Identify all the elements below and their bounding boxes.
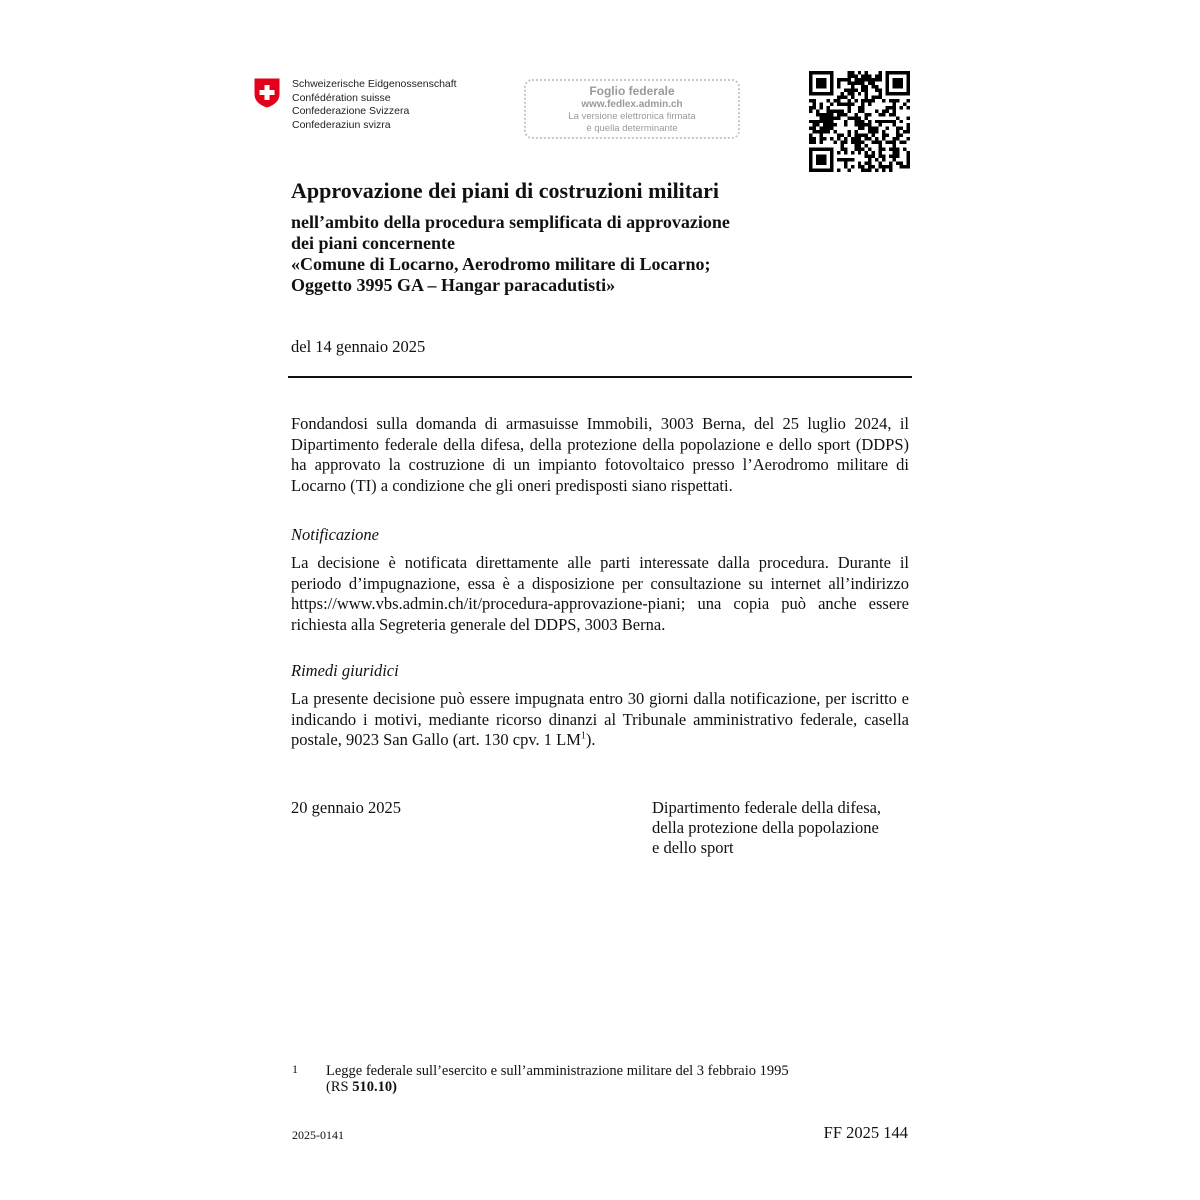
- signature-authority: [652, 798, 881, 858]
- footnote-line1: Legge federale sull’esercito e sull’amministrazione militare del 3 febbraio 1995: [326, 1063, 789, 1079]
- section-heading-rimedi-giuridici: Rimedi giuridici: [291, 661, 399, 680]
- footnote-sr-number[interactable]: 510.10: [352, 1079, 393, 1095]
- intro-paragraph: Fondandosi sulla domanda di armasuisse Immobili, 3003 Berna, del 25 luglio 2024, il Dipartimento federale della difesa, della protezione della popolazione e dello sport (DDPS) ha approvato la costruzione di un impianto fotovoltaico presso l’Aerodromo militare di Locarno (TI) a condizione che gli oneri predisposti siano rispettati.: [291, 414, 909, 495]
- confederation-name-block: [292, 78, 457, 132]
- document-date: del 14 gennaio 2025: [291, 337, 426, 356]
- federal-gazette-reference: FF 2025 144: [823, 1123, 908, 1142]
- document-title: Approvazione dei piani di costruzioni militari: [291, 178, 720, 203]
- confederation-name-rm: Confederaziun svizra: [292, 118, 391, 131]
- document-subtitle: [291, 212, 730, 296]
- subtitle-line: «Comune di Locarno, Aerodromo militare di Locarno;: [291, 254, 711, 274]
- authority-line: della protezione della popolazione: [652, 818, 879, 837]
- confederation-name-de: Schweizerische Eidgenossenschaft: [292, 78, 457, 90]
- rimedi-giuridici-paragraph: [291, 689, 909, 751]
- footnote-text: [326, 1063, 789, 1095]
- notificazione-paragraph: La decisione è notificata direttamente alle parti interessate dalla procedura. Durante il periodo d’impugnazione, essa è a disposizione per consultazione su internet all’indirizzo https://www.vbs.admin.ch/it/procedura-approvazione-piani; una copia può anche essere richiesta alla Segreteria generale del DDPS, 3003 Berna.: [291, 553, 909, 634]
- subtitle-line: Oggetto 3995 GA – Hangar paracadutisti»: [291, 275, 616, 295]
- footnote-sr-suffix: ): [392, 1079, 397, 1095]
- stamp-title: Foglio federale: [589, 84, 675, 98]
- subtitle-line: dei piani concernente: [291, 233, 455, 253]
- footnote-line2: [326, 1079, 789, 1095]
- swiss-coat-of-arms-icon: [254, 78, 280, 108]
- section-heading-notificazione: Notificazione: [291, 525, 379, 544]
- signature-date: 20 gennaio 2025: [291, 798, 401, 817]
- authority-line: e dello sport: [652, 838, 734, 857]
- horizontal-rule: [288, 376, 912, 378]
- footnote-number: 1: [292, 1062, 298, 1076]
- federal-gazette-stamp: [524, 79, 740, 139]
- footnote-reference[interactable]: 1: [580, 730, 586, 742]
- confederation-name-it: Confederazione Svizzera: [292, 105, 410, 117]
- document-id: 2025-0141: [292, 1128, 344, 1142]
- subtitle-line: nell’ambito della procedura semplificata di approvazione: [291, 212, 730, 232]
- stamp-note-line2: è quella determinante: [586, 123, 678, 134]
- stamp-note-line1: La versione elettronica firmata: [568, 111, 696, 122]
- stamp-url[interactable]: www.fedlex.admin.ch: [581, 99, 683, 110]
- footnote-sr-prefix: (RS: [326, 1079, 353, 1095]
- rimedi-text: La presente decisione può essere impugnata entro 30 giorni dalla notificazione, per iscritto e indicando i motivi, mediante ricorso dinanzi al Tribunale amministrativo federale, casella postale, 9023 San Gallo (art. 130 cpv. 1 LM: [291, 689, 909, 749]
- qr-code-icon: [809, 71, 910, 172]
- confederation-name-fr: Confédération suisse: [292, 91, 391, 104]
- rimedi-text-end: ).: [585, 730, 596, 749]
- authority-line: Dipartimento federale della difesa,: [652, 798, 882, 817]
